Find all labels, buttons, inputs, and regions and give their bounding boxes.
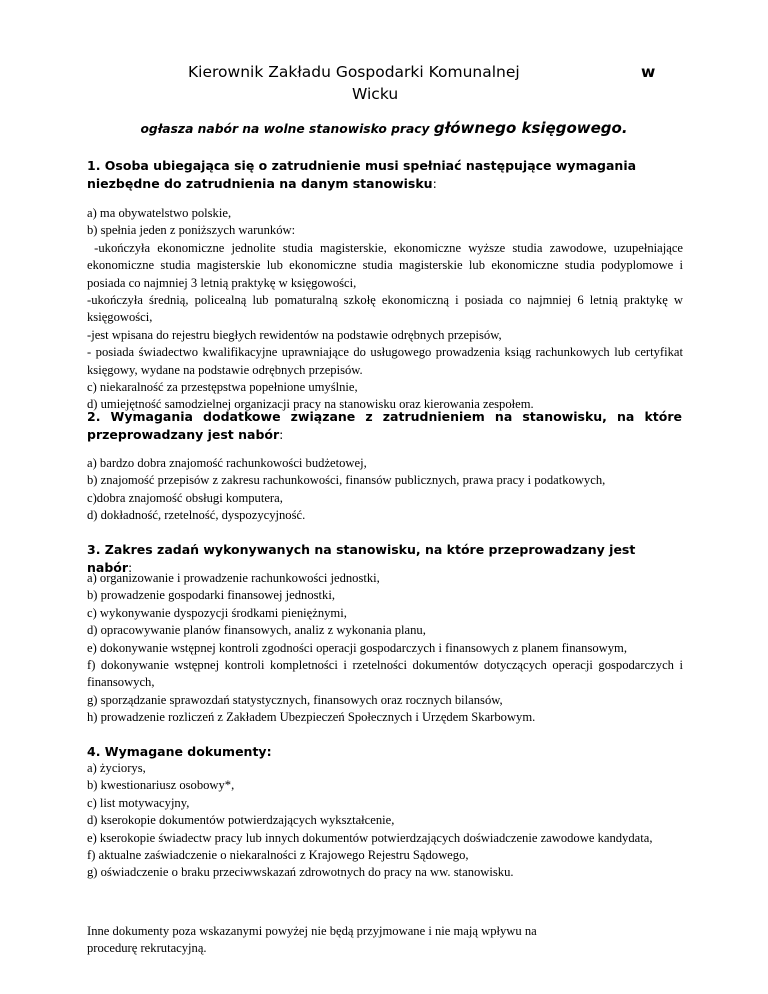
section4-list	[87, 760, 683, 882]
document-header	[0, 62, 768, 108]
list-item: g) sporządzanie sprawozdań statystycznych, finansowych oraz rocznych bilansów,	[87, 692, 503, 707]
section3-heading-colon: :	[128, 560, 133, 575]
list-item: b) kwestionariusz osobowy*,	[87, 778, 235, 793]
section1-heading-text: 1. Osoba ubiegająca się o zatrudnienie musi spełniać następujące wymagania niezbędne do zatrudnienia na danym stanowisku	[87, 158, 637, 191]
section1-heading-colon: :	[432, 176, 437, 191]
section2-heading	[87, 408, 682, 444]
announcement-position: głównego księgowego.	[433, 119, 628, 137]
section2-heading-text: 2. Wymagania dodatkowe związane z zatrudnieniem na stanowisku, na które przeprowadzany jest nabór	[87, 409, 682, 442]
list-item: g) oświadczenie o braku przeciwwskazań zdrowotnych do pracy na ww. stanowisku.	[87, 865, 514, 880]
section1-list	[87, 205, 687, 414]
section3-heading-text: 3. Zakres zadań wykonywanych na stanowisku, na które przeprowadzany jest nabór	[87, 542, 636, 575]
list-item: -ukończyła ekonomiczne jednolite studia magisterskie, ekonomiczne wyższe studia zawodowe, uzupełniające ekonomiczne studia magisterskie lub ekonomiczne studia magisterskie lub ekonomiczne studia podyplomowe i posiada co najmniej 3 letnią praktykę w księgowości,	[87, 240, 687, 290]
list-item: c) wykonywanie dyspozycji środkami pieniężnymi,	[87, 605, 347, 620]
list-item: d) umiejętność samodzielnej organizacji pracy na stanowisku oraz kierowania zespołem.	[87, 397, 534, 412]
list-item: a) bardzo dobra znajomość rachunkowości budżetowej,	[87, 456, 367, 470]
list-item: h) prowadzenie rozliczeń z Zakładem Ubezpieczeń Społecznych i Urzędem Skarbowym.	[87, 710, 536, 725]
list-item: -ukończyła średnią, policealną lub pomaturalną szkołę ekonomiczną i posiada co najmniej 6 letnią praktykę w księgowości,	[87, 293, 683, 325]
list-item: d) dokładność, rzetelność, dyspozycyjność.	[87, 508, 306, 523]
list-item: a) ma obywatelstwo polskie,	[87, 206, 232, 220]
list-item: c) list motywacyjny,	[87, 795, 190, 810]
announcement	[0, 119, 768, 138]
list-item: e) kserokopie świadectw pracy lub innych dokumentów potwierdzających doświadczenie zawodowe kandydata,	[87, 830, 653, 845]
list-item: f) dokonywanie wstępnej kontroli kompletności i rzetelności dokumentów dotyczących operacji gospodarczych i finansowych,	[87, 658, 683, 690]
list-item: - posiada świadectwo kwalifikacyjne uprawniające do usługowego prowadzenia ksiąg rachunkowych lub certyfikat księgowy, wydane na podstawie odrębnych przepisów.	[87, 345, 683, 377]
section1-heading	[87, 157, 682, 193]
list-item: b) znajomość przepisów z zakresu rachunkowości, finansów publicznych, prawa pracy i podatkowych,	[87, 473, 606, 488]
header-title-w: w	[641, 63, 656, 81]
section2-list	[87, 455, 683, 525]
section2-heading-colon: :	[279, 427, 284, 442]
list-item: c) niekaralność za przestępstwa popełnione umyślnie,	[87, 380, 358, 395]
list-item: a) życiorys,	[87, 761, 146, 775]
list-item: b) spełnia jeden z poniższych warunków:	[87, 223, 296, 238]
list-item: d) kserokopie dokumentów potwierdzających wykształcenie,	[87, 813, 395, 828]
header-title-location: Wicku	[352, 85, 399, 103]
footer-note-line: Inne dokumenty poza wskazanymi powyżej nie będą przyjmowane i nie mają wpływu na	[87, 924, 537, 938]
list-item: a) organizowanie i prowadzenie rachunkowości jednostki,	[87, 571, 380, 585]
list-item: c)dobra znajomość obsługi komputera,	[87, 490, 283, 505]
list-item: -jest wpisana do rejestru biegłych rewidentów na podstawie odrębnych przepisów,	[87, 327, 502, 342]
list-item: d) opracowywanie planów finansowych, analiz z wykonania planu,	[87, 623, 426, 638]
list-item: f) aktualne zaświadczenie o niekaralności z Krajowego Rejestru Sądowego,	[87, 848, 469, 863]
header-title: Kierownik Zakładu Gospodarki Komunalnej	[188, 63, 520, 81]
list-item: e) dokonywanie wstępnej kontroli zgodności operacji gospodarczych i finansowych z planem finansowym,	[87, 640, 627, 655]
announcement-prefix: ogłasza nabór na wolne stanowisko pracy	[140, 122, 434, 136]
section3-list	[87, 570, 683, 727]
section4-heading: 4. Wymagane dokumenty:	[87, 744, 272, 759]
list-item: b) prowadzenie gospodarki finansowej jednostki,	[87, 588, 335, 603]
footer-note	[87, 923, 683, 958]
footer-note-line: procedurę rekrutacyjną.	[87, 941, 207, 956]
